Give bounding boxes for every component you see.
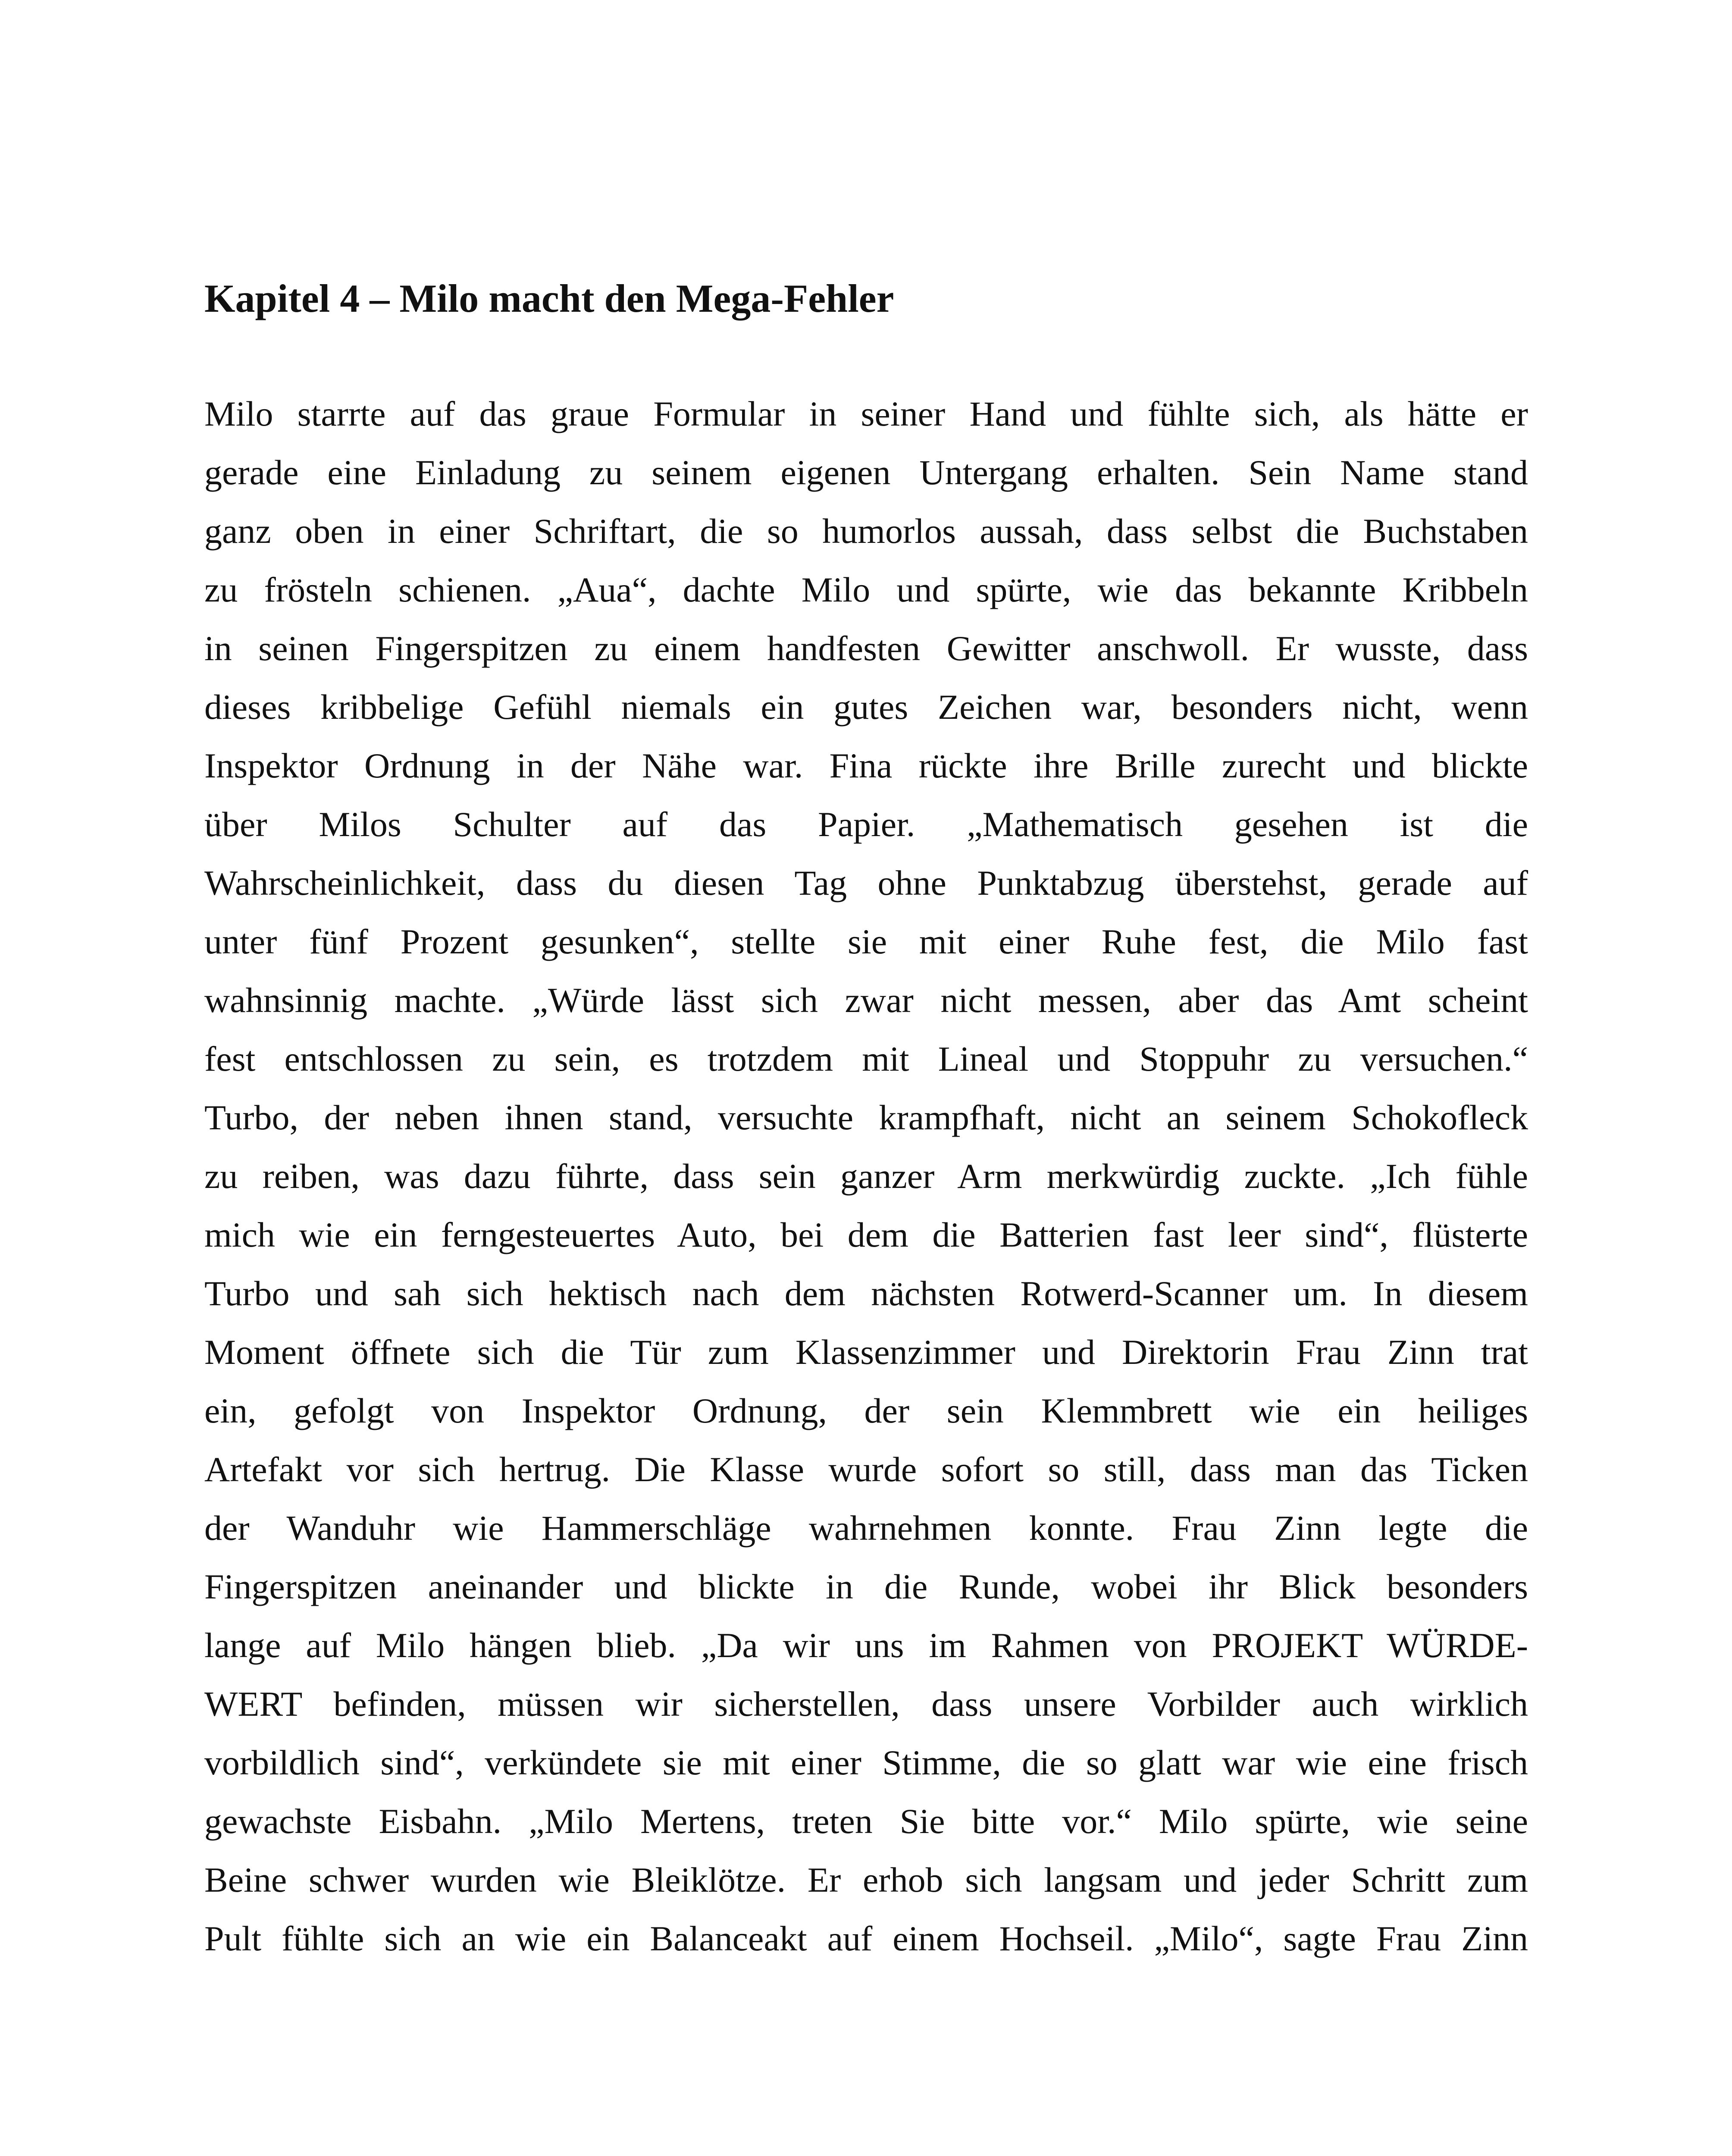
text-line: unter fünf Prozent gesunken“, stellte sie mit einer Ruhe fest, die Milo fast [204,922,1528,961]
text-line: ein, gefolgt von Inspektor Ordnung, der sein Klemmbrett wie ein heiliges [204,1391,1528,1430]
text-line: Moment öffnete sich die Tür zum Klassenzimmer und Direktorin Frau Zinn trat [204,1332,1528,1372]
text-line: Pult fühlte sich an wie ein Balanceakt auf einem Hochseil. „Milo“, sagte Frau Zinn [204,1919,1528,1958]
text-line: lange auf Milo hängen blieb. „Da wir uns im Rahmen von PROJEKT WÜRDE- [204,1626,1528,1665]
text-line: vorbildlich sind“, verkündete sie mit einer Stimme, die so glatt war wie eine frisch [204,1743,1528,1782]
text-line: ganz oben in einer Schriftart, die so humorlos aussah, dass selbst die Buchstaben [204,511,1528,551]
text-line: in seinen Fingerspitzen zu einem handfesten Gewitter anschwoll. Er wusste, dass [204,629,1528,668]
text-line: über Milos Schulter auf das Papier. „Mathematisch gesehen ist die [204,805,1528,844]
text-line: zu reiben, was dazu führte, dass sein ganzer Arm merkwürdig zuckte. „Ich fühle [204,1156,1528,1196]
text-line: zu frösteln schienen. „Aua“, dachte Milo und spürte, wie das bekannte Kribbeln [204,570,1528,609]
text-line: gewachste Eisbahn. „Milo Mertens, treten Sie bitte vor.“ Milo spürte, wie seine [204,1802,1528,1841]
text-line: Inspektor Ordnung in der Nähe war. Fina rückte ihre Brille zurecht und blickte [204,746,1528,785]
text-line: der Wanduhr wie Hammerschläge wahrnehmen konnte. Frau Zinn legte die [204,1508,1528,1548]
text-line: dieses kribbelige Gefühl niemals ein gutes Zeichen war, besonders nicht, wenn [204,687,1528,727]
text-line: Turbo und sah sich hektisch nach dem nächsten Rotwerd-Scanner um. In diesem [204,1274,1528,1313]
text-line: wahnsinnig machte. „Würde lässt sich zwar nicht messen, aber das Amt scheint [204,981,1528,1020]
text-line: Fingerspitzen aneinander und blickte in die Runde, wobei ihr Blick besonders [204,1567,1528,1606]
chapter-body [204,385,1528,1968]
chapter-title: Kapitel 4 – Milo macht den Mega-Fehler [204,276,894,320]
text-line: fest entschlossen zu sein, es trotzdem mit Lineal und Stoppuhr zu versuchen.“ [204,1039,1528,1078]
text-line: mich wie ein ferngesteuertes Auto, bei dem die Batterien fast leer sind“, flüsterte [204,1215,1528,1254]
text-line: Wahrscheinlichkeit, dass du diesen Tag ohne Punktabzug überstehst, gerade auf [204,863,1528,903]
text-line: Milo starrte auf das graue Formular in seiner Hand und fühlte sich, als hätte er [204,394,1528,433]
text-line: WERT befinden, müssen wir sicherstellen, dass unsere Vorbilder auch wirklich [204,1684,1528,1724]
text-line: Beine schwer wurden wie Bleiklötze. Er erhob sich langsam und jeder Schritt zum [204,1860,1528,1899]
text-line: Artefakt vor sich hertrug. Die Klasse wurde sofort so still, dass man das Ticken [204,1450,1528,1489]
text-line: gerade eine Einladung zu seinem eigenen Untergang erhalten. Sein Name stand [204,453,1528,492]
text-line: Turbo, der neben ihnen stand, versuchte krampfhaft, nicht an seinem Schokofleck [204,1098,1528,1137]
